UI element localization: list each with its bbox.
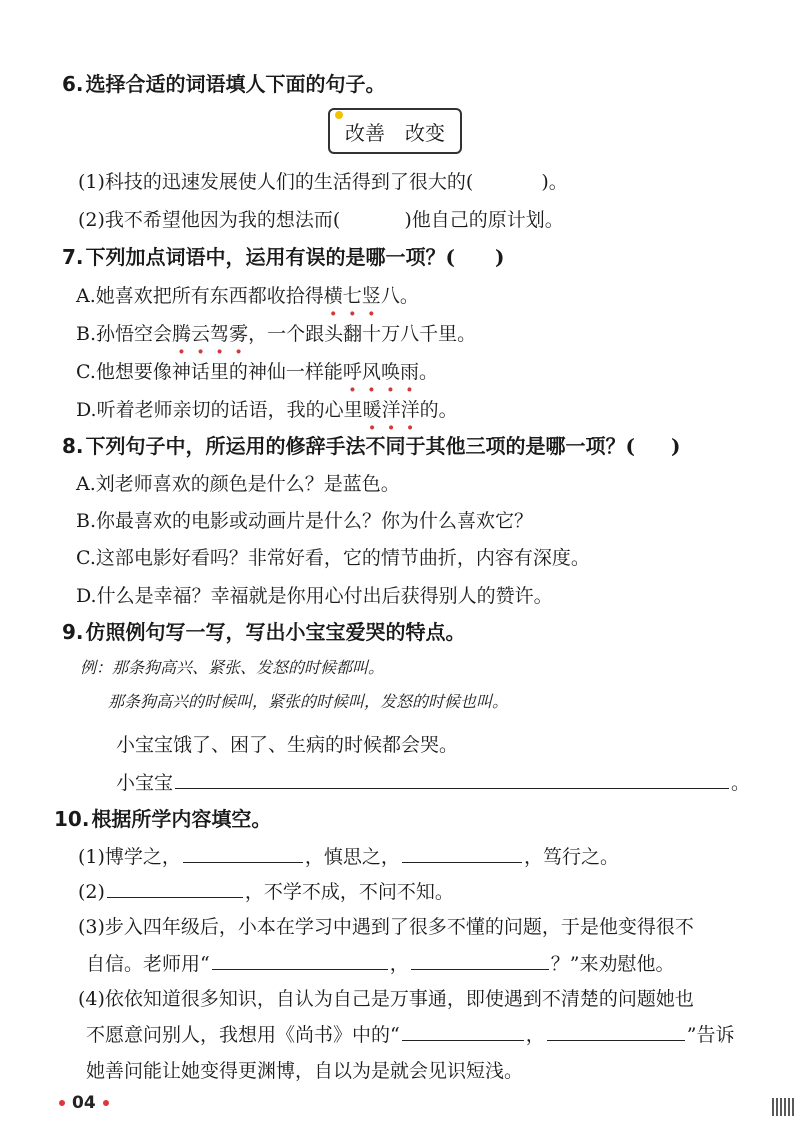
- q9-title: [62, 618, 466, 646]
- emphasis-char: 驾: [210, 323, 230, 345]
- q10-item-2: [78, 878, 454, 906]
- q8-title: [62, 432, 680, 460]
- q10-item-4-line-2: [86, 1021, 734, 1049]
- q7-title: [62, 243, 504, 271]
- q9-example-2: 那条狗高兴的时候叫，紧张的时候叫，发怒的时候也叫。: [108, 692, 509, 711]
- word-option-2: 改变: [405, 120, 445, 145]
- q7-c-post: 。: [418, 361, 438, 383]
- q6-item-1-pre: (1)科技的迅速发展使人们的生活得到了很大的(: [78, 171, 474, 193]
- emphasis-char: 腾: [172, 323, 192, 345]
- q9-answer-suffix: 。: [731, 772, 751, 794]
- q8-option-c[interactable]: C.这部电影好看吗？非常好看，它的情节曲折，内容有深度。: [76, 547, 590, 569]
- emphasis-char: 风: [361, 361, 381, 383]
- q10-3-b: ，: [389, 953, 409, 975]
- q9-title-text: 仿照例句写一写，写出小宝宝爱哭的特点。: [85, 620, 466, 644]
- emphasis-char: 呼: [342, 361, 362, 383]
- q7-title-text: 下列加点词语中，运用有误的是哪一项？(: [85, 245, 455, 269]
- emphasis-char: 唤: [380, 361, 400, 383]
- q9-answer-blank[interactable]: [175, 787, 729, 789]
- emphasis-char: 云: [191, 323, 211, 345]
- q10-1-c: ，笃行之。: [523, 846, 619, 868]
- red-dot-icon: [59, 1100, 65, 1106]
- q7-d-post: 的。: [419, 399, 458, 421]
- q8-title-text: 下列句子中，所运用的修辞手法不同于其他三项的是哪一项？(: [85, 434, 635, 458]
- q7-title-end: ): [494, 245, 505, 269]
- red-dot-icon: [103, 1100, 109, 1106]
- q6-blank-1[interactable]: [475, 187, 539, 188]
- q10-item-4-line-3: 她善问能让她变得更渊博，自以为是就会见识短浅。: [86, 1060, 524, 1082]
- q8-title-end: ): [670, 434, 681, 458]
- q10-item-1: [78, 843, 619, 871]
- q7-b-dotted: [172, 323, 248, 345]
- q9-example-1: 例：那条狗高兴、紧张、发怒的时候都叫。: [80, 658, 385, 677]
- page-footer: [52, 1093, 116, 1113]
- q7-a-pre: A.她喜欢把所有东西都收拾得: [76, 285, 324, 307]
- emphasis-char: 雨: [399, 361, 419, 383]
- q6-blank-2[interactable]: [342, 225, 402, 226]
- q6-item-2: [78, 206, 564, 234]
- q7-number: 7.: [62, 245, 84, 269]
- q10-4-blank-1[interactable]: [402, 1039, 524, 1041]
- q10-4-blank-2[interactable]: [547, 1039, 685, 1041]
- q10-4-b: ，: [525, 1024, 545, 1046]
- q10-number: 10.: [54, 807, 90, 831]
- q10-title-text: 根据所学内容填空。: [91, 807, 272, 831]
- q7-b-pre: B.孙悟空会: [76, 323, 173, 345]
- q6-word-box: [328, 108, 462, 154]
- emphasis-char: 洋: [400, 399, 420, 421]
- q7-a-dotted: [324, 285, 381, 307]
- q7-c-pre: C.他想要像神话里的神仙一样能: [76, 361, 343, 383]
- q7-d-dotted: [363, 399, 420, 421]
- q10-title: [54, 805, 271, 833]
- q10-4-c: ”告诉: [686, 1024, 735, 1046]
- q10-1-blank-1[interactable]: [183, 861, 303, 863]
- q10-3-a: 自信。老师用“: [86, 953, 210, 975]
- qr-code-icon: [772, 1098, 794, 1116]
- q7-option-d[interactable]: [76, 396, 458, 424]
- q9-number: 9.: [62, 620, 84, 644]
- q9-answer-prefix: 小宝宝: [116, 772, 174, 794]
- q8-option-a[interactable]: A.刘老师喜欢的颜色是什么？是蓝色。: [76, 473, 400, 495]
- emphasis-char: 暖: [362, 399, 382, 421]
- q10-2-blank[interactable]: [107, 896, 243, 898]
- q9-answer-line: [116, 769, 750, 797]
- q10-4-a: 不愿意问别人，我想用《尚书》中的“: [86, 1024, 400, 1046]
- emphasis-char: 横: [323, 285, 343, 307]
- q7-option-b[interactable]: [76, 320, 476, 348]
- q6-title-text: 选择合适的词语填人下面的句子。: [85, 72, 386, 96]
- q10-3-blank-1[interactable]: [212, 968, 388, 970]
- q7-option-a[interactable]: [76, 282, 419, 310]
- emphasis-char: 七: [342, 285, 362, 307]
- q10-1-b: ，慎思之，: [304, 846, 400, 868]
- q8-number: 8.: [62, 434, 84, 458]
- q10-1-blank-2[interactable]: [402, 861, 522, 863]
- q8-option-d[interactable]: D.什么是幸福？幸福就是你用心付出后获得别人的赞许。: [76, 585, 553, 607]
- q10-item-3-line-2: [86, 950, 674, 978]
- q10-item-4-line-1: (4)依依知道很多知识，自认为自己是万事通，即使遇到不清楚的问题她也: [78, 988, 694, 1010]
- q7-option-c[interactable]: [76, 358, 438, 386]
- emphasis-char: 洋: [381, 399, 401, 421]
- q6-title: [62, 70, 386, 98]
- q8-option-b[interactable]: B.你最喜欢的电影或动画片是什么？你为什么喜欢它？: [76, 510, 534, 532]
- q10-2-b: ，不学不成，不问不知。: [244, 881, 454, 903]
- q10-2-a: (2): [78, 881, 105, 903]
- q7-a-post: 八。: [380, 285, 419, 307]
- q7-d-pre: D.听着老师亲切的话语，我的心里: [76, 399, 363, 421]
- q6-item-2-post: )他自己的原计划。: [404, 209, 564, 231]
- q6-item-2-pre: (2)我不希望他因为我的想法而(: [78, 209, 341, 231]
- q10-3-c: ？”来劝慰他。: [550, 953, 675, 975]
- q6-item-1-post: )。: [541, 171, 568, 193]
- q6-item-1: [78, 168, 568, 196]
- q7-c-dotted: [343, 361, 419, 383]
- word-option-1: 改善: [345, 120, 385, 145]
- q10-3-blank-2[interactable]: [411, 968, 549, 970]
- q10-1-a: (1)博学之，: [78, 846, 181, 868]
- page-number: 04: [72, 1093, 96, 1113]
- q9-given-sentence: 小宝宝饿了、困了、生病的时候都会哭。: [116, 734, 459, 756]
- q10-item-3-line-1: (3)步入四年级后，小本在学习中遇到了很多不懂的问题，于是他变得很不: [78, 916, 694, 938]
- emphasis-char: 雾: [229, 323, 249, 345]
- q6-number: 6.: [62, 72, 84, 96]
- q7-b-post: ，一个跟头翻十万八千里。: [248, 323, 477, 345]
- emphasis-char: 竖: [361, 285, 381, 307]
